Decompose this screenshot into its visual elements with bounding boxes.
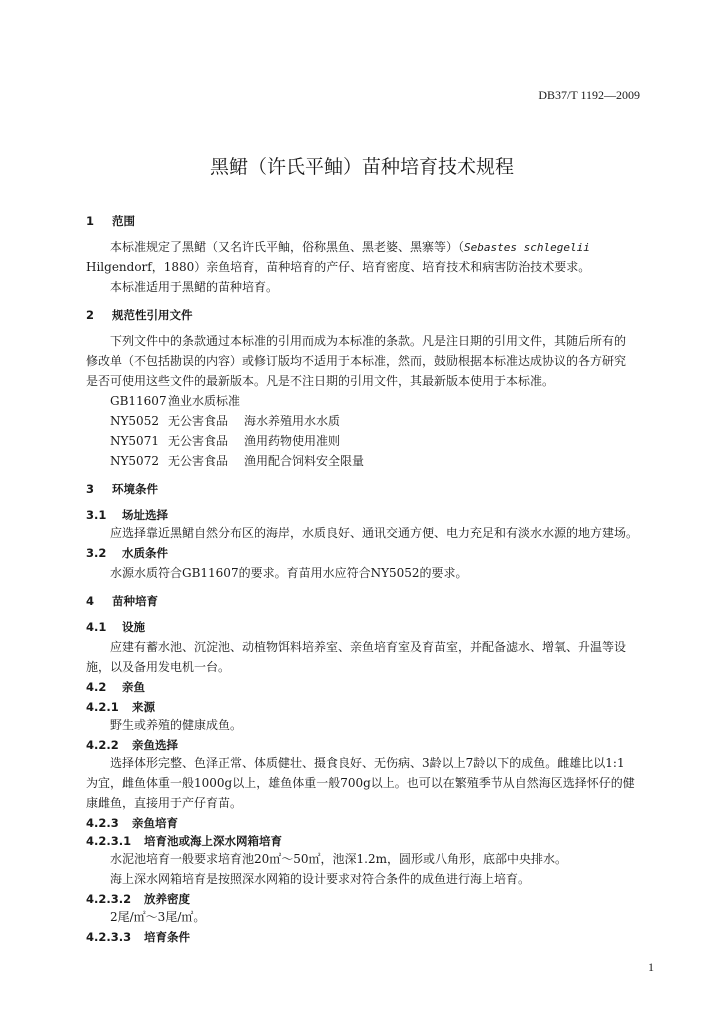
subsection-heading (86, 928, 656, 946)
subsection-title: 亲鱼 (122, 680, 146, 694)
subsection-number: 4.2.3.2 (86, 892, 132, 906)
section-heading-2 (86, 306, 656, 324)
paragraph-line: 野生或养殖的健康成鱼。 (110, 718, 243, 732)
subsection-title: 培育池或海上深水网箱培育 (144, 834, 283, 848)
paragraph-line: 水泥池培育一般要求培育池20㎡～50㎡，池深1.2m，圆形或八角形，底部中央排水。 (110, 852, 568, 866)
subsection-number: 4.2.3.3 (86, 930, 132, 944)
ref-code: NY5071 (110, 434, 159, 448)
subsection-number: 4.2.3.1 (86, 834, 132, 848)
subsection-number: 3.2 (86, 546, 107, 560)
section-title: 范围 (112, 214, 136, 228)
section-number: 4 (86, 594, 95, 608)
paragraph-line: Hilgendorf，1880）亲鱼培育，苗种培育的产仔、培育密度、培育技术和病害防治技术要求。 (86, 260, 591, 274)
paragraph-line: 2尾/㎡～3尾/㎡。 (110, 910, 206, 924)
ref-code: NY5072 (110, 454, 159, 468)
paragraph-line: 施，以及备用发电机一台。 (86, 660, 231, 674)
subsection-title: 培育条件 (144, 930, 191, 944)
subsection-title: 亲鱼选择 (132, 738, 179, 752)
paragraph-line: 海上深水网箱培育是按照深水网箱的设计要求对符合条件的成鱼进行海上培育。 (110, 872, 531, 886)
subsection-heading (86, 698, 656, 716)
subsection-heading (86, 618, 656, 636)
ref-prefix: 无公害食品 (168, 454, 229, 468)
section-title: 苗种培育 (112, 594, 159, 608)
paragraph-line: 下列文件中的条款通过本标准的引用而成为本标准的条款。凡是注日期的引用文件，其随后所有的 (110, 334, 627, 348)
ref-title: 渔用配合饲料安全限量 (244, 454, 365, 468)
subsection-heading (86, 890, 656, 908)
ref-title: 渔业水质标准 (168, 394, 241, 408)
subsection-title: 水质条件 (122, 546, 169, 560)
subsection-heading (86, 506, 656, 524)
reference-item (110, 452, 680, 470)
section-number: 3 (86, 482, 95, 496)
subsection-number: 4.2.2 (86, 738, 119, 752)
paragraph-line (110, 238, 680, 257)
standard-number: DB37/T 1192—2009 (538, 88, 640, 102)
subsection-heading (86, 544, 656, 562)
section-number: 1 (86, 214, 95, 228)
paragraph-line: 应建有蓄水池、沉淀池、动植物饵料培养室、亲鱼培育室及育苗室，并配备滤水、增氧、升温等设 (110, 640, 627, 654)
ref-title: 渔用药物使用准则 (244, 434, 341, 448)
subsection-number: 4.1 (86, 620, 107, 634)
paragraph-line: 修改单（不包括勘误的内容）或修订版均不适用于本标准，然而，鼓励根据本标准达成协议的各方研究 (86, 354, 627, 368)
latin-name: Sebastes schlegelii (464, 241, 590, 254)
subsection-heading (86, 832, 656, 850)
paragraph-text: 本标准规定了黑鲪（又名许氏平鲉，俗称黑鱼、黑老婆、黑寨等）（ (110, 240, 465, 254)
paragraph-line: 本标准适用于黑鲪的苗种培育。 (110, 280, 279, 294)
paragraph-line: 选择体形完整、色泽正常、体质健壮、摄食良好、无伤病、3龄以上7龄以下的成鱼。雌雄比以1:1 (110, 756, 625, 770)
section-title: 规范性引用文件 (112, 308, 193, 322)
section-heading-3 (86, 480, 656, 498)
paragraph-line: 应选择靠近黑鲪自然分布区的海岸，水质良好、通讯交通方便、电力充足和有淡水水源的地方建场。 (110, 526, 639, 540)
paragraph-line: 是否可使用这些文件的最新版本。凡是不注日期的引用文件，其最新版本使用于本标准。 (86, 374, 555, 388)
section-heading-4 (86, 592, 656, 610)
subsection-number: 4.2 (86, 680, 107, 694)
paragraph-line: 康雌鱼，直接用于产仔育苗。 (86, 796, 243, 810)
subsection-title: 设施 (122, 620, 146, 634)
section-title: 环境条件 (112, 482, 159, 496)
ref-prefix: 无公害食品 (168, 414, 229, 428)
section-heading-1 (86, 212, 656, 230)
ref-prefix: 无公害食品 (168, 434, 229, 448)
paragraph-line: 水源水质符合GB11607的要求。育苗用水应符合NY5052的要求。 (110, 566, 468, 580)
reference-item (110, 412, 680, 430)
ref-code: GB11607 (110, 394, 167, 408)
reference-item (110, 392, 680, 410)
subsection-heading (86, 678, 656, 696)
section-number: 2 (86, 308, 95, 322)
subsection-title: 放养密度 (144, 892, 191, 906)
subsection-heading (86, 736, 656, 754)
subsection-number: 4.2.1 (86, 700, 119, 714)
page-number: 1 (648, 960, 654, 974)
ref-title: 海水养殖用水水质 (244, 414, 341, 428)
reference-item (110, 432, 680, 450)
subsection-title: 来源 (132, 700, 156, 714)
subsection-title: 亲鱼培育 (132, 816, 179, 830)
subsection-number: 4.2.3 (86, 816, 119, 830)
document-title: 黑鲪（许氏平鲉）苗种培育技术规程 (209, 156, 514, 178)
paragraph-line: 为宜，雌鱼体重一般1000g以上，雄鱼体重一般700g以上。也可以在繁殖季节从自然海区选择怀仔的健 (86, 776, 635, 790)
ref-code: NY5052 (110, 414, 159, 428)
subsection-title: 场址选择 (122, 508, 169, 522)
subsection-heading (86, 814, 656, 832)
subsection-number: 3.1 (86, 508, 107, 522)
